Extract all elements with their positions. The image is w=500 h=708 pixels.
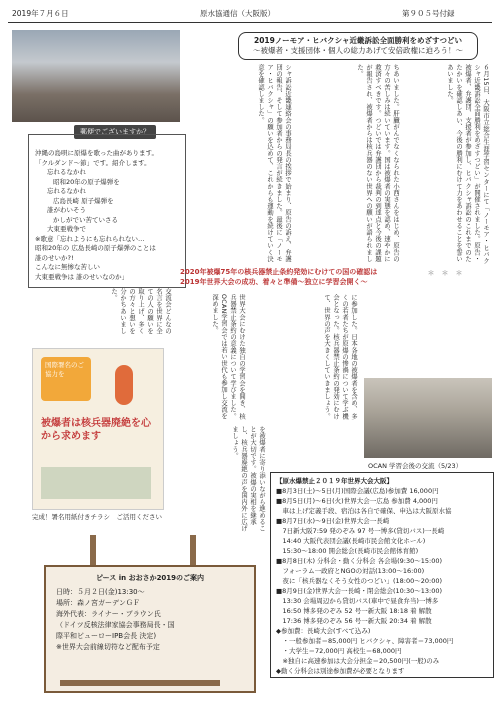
event-signboard	[44, 565, 256, 693]
article-column-1: ６月15日、大阪市立総合生涯学習センターにて「ノーモア・ヒバクシャ近畿訴訟全面勝利をめざすつどい」が開催されました。原告・被爆者、弁護団、支援者が参加し、ヒバクシャ訴訟のこれまでのたたかいを確認しあい、今後の勝利にむけて力をあわせることを誓いあいました。	[446, 64, 489, 264]
article-column-5: 世界大会にむけた独自の学習会を開き、核兵器禁止条約の意義について学びました。OCAN学習会では若い世代も参加し交流を深めました。	[211, 294, 245, 420]
ocan-photo-caption: OCAN 学習会後の交流（5/23）	[368, 462, 463, 470]
flower-icon	[115, 365, 133, 405]
song-line: 大東亜戦争は 誰のせいなのか」	[35, 272, 129, 281]
publisher-name: 原水協通信（大阪版）	[200, 9, 275, 18]
song-line: 忘れるなかれ	[47, 168, 86, 176]
song-line: こんなに無惨な苦しい	[35, 263, 100, 271]
signboard-base	[60, 680, 220, 686]
schedule-item: フォーラム一政府とNGOの対話(13:00～16:00)	[276, 567, 425, 575]
schedule-item: ◆動く分科会は別途参加費が必要となります	[276, 667, 405, 675]
song-box	[28, 134, 186, 288]
song-line: 広島長崎 原子爆弾を	[53, 196, 114, 205]
schedule-item: 17:36 博多発のぞみ 56 号一新大阪 20:34 着 解散	[276, 617, 432, 625]
board-title: ピース in おおさか2019のご案内	[95, 574, 205, 582]
schedule-item: 14:40 大阪代表団会議(長崎市民会館文化ホール)	[276, 537, 426, 545]
sidebar-title: 郵便でございますか？	[74, 125, 156, 139]
song-line: 昭和20年の 広島長崎の原子爆弾のことは	[35, 244, 156, 252]
schedule-item: ・一般参加者＝85,000円 ヒバクシャ、障害者＝73,000円	[276, 637, 454, 645]
section-ornament: ＊ ＊ ＊	[427, 269, 463, 277]
schedule-item: 15:30～18:00 開会総会(長崎市民会館体育館)	[276, 547, 419, 555]
schedule-item: ・大学生＝72,000円 高校生＝68,000円	[276, 647, 402, 655]
schedule-item: ※独自に高速参加は大会分担金＝20,500円(一般)のみ	[276, 657, 440, 665]
issue-date: 2019年７月６日	[12, 9, 69, 18]
article-banner	[238, 32, 478, 60]
schedule-item: ■8月3日(土)～5日(月)国際会議(広島)参加費 16,000円	[276, 487, 439, 495]
schedule-title: 【原水爆禁止２０１９年世界大会大阪】	[276, 477, 393, 485]
article-column-4: に参加した。日本各地の被爆者を含め、多くの若者たちが原爆の惨禍について学ぶ機会となった。核兵器禁止条約の発効にむけて、世界の声を大きくしていきましょう。	[323, 294, 357, 420]
song-line: 大東亜戦争で	[47, 225, 86, 233]
board-line: （ドイツ反核法律家協会事務局長・国	[56, 621, 175, 629]
schedule-item: 7日新大阪7:59 発のぞみ 97 号一博多(貸切バス)一長崎	[276, 527, 445, 535]
article-column-2: ちあいました。肝臓がんでなくなられた小西さんをはじめ、原告の方々の苦しみは続いています。国は被爆者の実態を認め、速やかに救済すべきです。つどいでは弁護団から裁判の到達点と今後の課題が報告され、被爆者からは核兵器のない世界への願いが語られました。	[356, 64, 399, 262]
song-line: 誰がわいそう	[47, 206, 86, 214]
song-line: 「クルダンド～節」です。紹介します。	[35, 158, 151, 167]
schedule-box	[270, 472, 494, 678]
banner-subtitle: ～被爆者・支援団体・個人の総力あげて安倍政権に迫ろう！～	[253, 46, 463, 55]
meeting-photo	[12, 30, 180, 122]
board-line: ※世界大会前線切符など配布予定	[56, 643, 160, 651]
article-column-6: を被爆者に寄り添いながら進めることが大切です。被爆の実相を継承し、核兵器廃絶の声を国内外に広げましょう。	[231, 426, 265, 532]
flyer-badge: 国際署名のご協力を	[41, 357, 91, 401]
flyer-caption: 完成！署名用紙付きチラシ ご活用ください	[32, 513, 162, 521]
banner-title: 2019ノーモア・ヒバクシャ近畿訴訟全面勝利をめざすつどい	[254, 36, 462, 45]
song-line: 沖縄の島唄に原爆を歌った曲があります。	[35, 149, 158, 157]
ocan-photo	[364, 378, 492, 458]
song-line: 忘れるなかれ	[47, 187, 86, 195]
schedule-item: 夜に「核兵器なくそう女性のつどい」(18:00～20:00)	[276, 577, 443, 585]
article-column-3: シャ訴訟近畿連絡会の事務局長の挨拶で始まり、原告の訴え、弁護団の報告、そして参加者からの発言が続きました。最後に「ノーモア・ヒバクシャ」の願いを込めて、これからも運動を続けていく決意を確認しました。	[257, 64, 291, 262]
board-line: 際平和ビューローIPB会長 決定)	[56, 632, 157, 640]
board-line: 海外代表：ライナー・ブラウン氏	[56, 610, 161, 618]
issue-number: 第９０５号付録	[402, 9, 455, 18]
schedule-item: ◆参加費：長崎大会(すべて込み)	[276, 627, 371, 635]
schedule-item: 車は上げ定義手段、宿泊は各自で確保、申込は大阪原水協	[276, 507, 452, 515]
flyer-form-area	[41, 467, 151, 499]
petition-flyer	[32, 348, 164, 510]
song-line: ※歌意「忘れようにも忘れられない…	[35, 234, 145, 243]
flyer-headline: 被爆者は核兵器廃絶を心から求めます	[41, 418, 151, 442]
middle-column-text: 交流会どんなの名言を世界に全ての人の願いを取り上げ、多くの方々と想いを分かちあいました。	[110, 288, 171, 335]
board-line: 日時：５月２日(金)13:30～	[56, 588, 145, 596]
schedule-item: 13:30 会場周辺から貸切バス(車中で昼食弁当)一博多	[276, 597, 439, 605]
schedule-item: ■8月7日(水)～9日(金)世界大会一長崎	[276, 517, 390, 525]
song-line: 誰のせいか?!	[35, 253, 74, 262]
schedule-item: ■8月5日(月)～6日(火)世界大会一広島 参加費 4,000円	[276, 497, 438, 505]
schedule-item: 16:50 博多発のぞみ 52 号一新大阪 18:18 着 解散	[276, 607, 432, 615]
song-line: 昭和20年の原子爆弾を	[53, 177, 120, 186]
song-line: かしがでい苦ていさる	[53, 215, 118, 224]
header-divider	[8, 22, 492, 23]
section-headline: 2020年被爆75年の核兵器禁止条約発効にむけての国の確認は2019年世界大会の成功、着々と準備～独立に学習会開く～	[180, 268, 378, 286]
schedule-item: ■8月9日(金)世界大会一長崎・閉会総会(10:30～13:00)	[276, 587, 443, 595]
schedule-item: ■8月8日(木) 分科会・動く分科会 各会場(9:30～15:00)	[276, 557, 443, 565]
board-line: 場所：森ノ宮ガーデンＧＦ	[56, 599, 140, 607]
